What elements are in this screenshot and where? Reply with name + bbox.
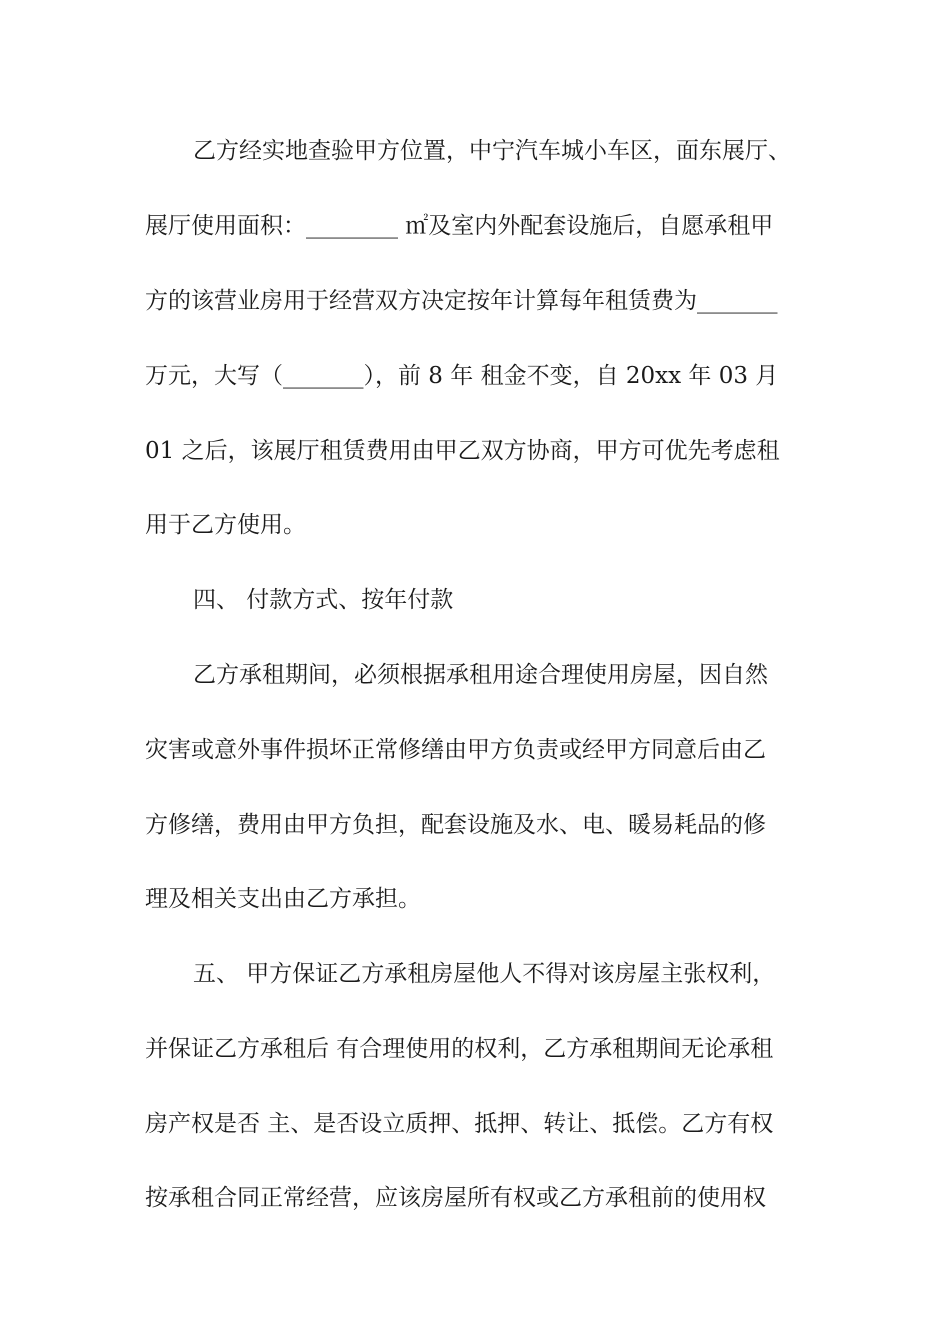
paragraph-line: 乙方承租期间，必须根据承租用途合理使用房屋，因自然 [193,662,768,688]
section-heading: 四、 付款方式、按年付款 [193,587,454,613]
section-heading: 五、 甲方保证乙方承租房屋他人不得对该房屋主张权利， [193,961,776,987]
paragraph-line: 展厅使用面积：________ ㎡及室内外配套设施后，自愿承租甲 [145,213,774,239]
paragraph-line: 灾害或意外事件损坏正常修缮由甲方负责或经甲方同意后由乙 [145,737,766,763]
paragraph-line: 01 之后，该展厅租赁费用由甲乙双方协商，甲方可优先考虑租 [145,438,780,464]
paragraph-line: 房产权是否 主、是否设立质押、抵押、转让、抵偿。乙方有权 [145,1111,774,1137]
paragraph-line: 方修缮，费用由甲方负担，配套设施及水、电、暖易耗品的修 [145,812,766,838]
paragraph-line: 理及相关支出由乙方承担。 [145,886,421,912]
paragraph-line: 按承租合同正常经营，应该房屋所有权或乙方承租前的使用权 [145,1185,766,1211]
paragraph-line: 万元，大写（_______），前 8 年 租金不变，自 20xx 年 03 月 [145,363,779,389]
paragraph-line: 方的该营业房用于经营双方决定按年计算每年租赁费为_______ [145,288,778,314]
paragraph-line: 用于乙方使用。 [145,512,306,538]
paragraph-line: 并保证乙方承租后 有合理使用的权利，乙方承租期间无论承租 [145,1036,774,1062]
paragraph-line: 乙方经实地查验甲方位置，中宁汽车城小车区，面东展厅、 [193,138,791,164]
